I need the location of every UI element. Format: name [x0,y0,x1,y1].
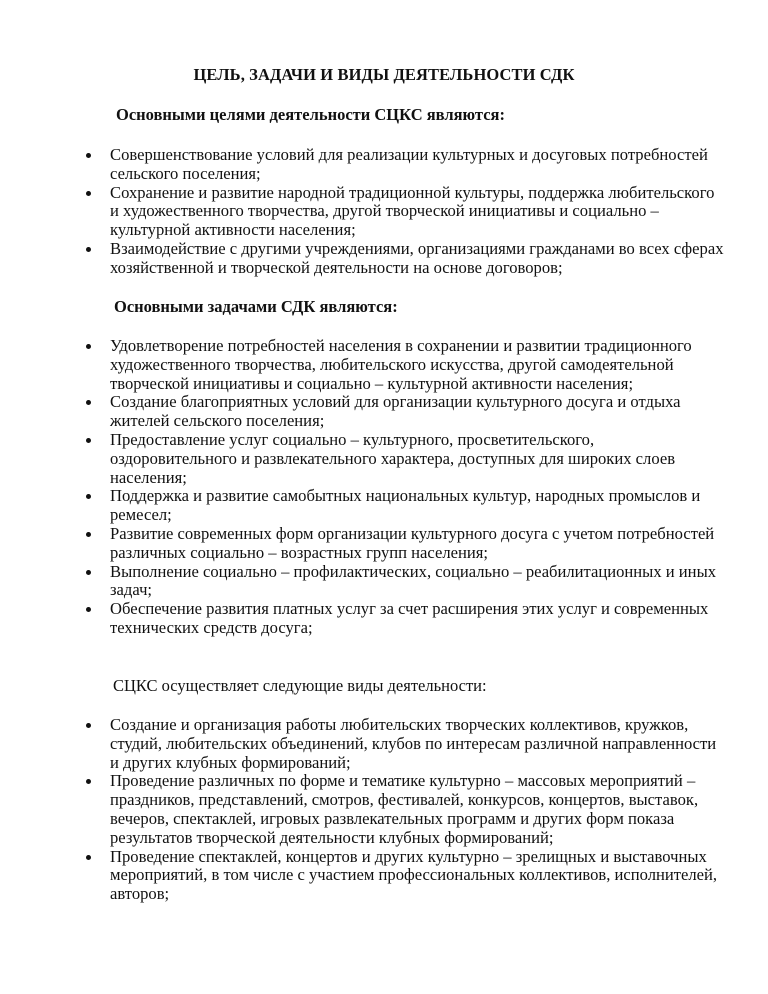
list-item-text: Удовлетворение потребностей населения в сохранении и развитии традиционного художественного творчества, любительского искусства, другой самодеятельной творческой инициативы и социально – культурной активности населения; [110,336,692,393]
bullet-icon [86,607,91,612]
bullet-icon [86,723,91,728]
list-item-text: Проведение спектаклей, концертов и других культурно – зрелищных и выставочных мероприятий, в том числе с участием профессиональных коллективов, исполнителей, авторов; [110,846,718,904]
list-item-text: Сохранение и развитие народной традиционной культуры, поддержка любительского и художественного творчества, другой творческой инициативы и социально – культурной активности населения; [110,182,715,240]
list-item-text: Предоставление услуг социально – культурного, просветительского, оздоровительного и развлекательного характера, доступных для широких слоев населения; [110,429,676,487]
page-title: ЦЕЛЬ, ЗАДАЧИ И ВИДЫ ДЕЯТЕЛЬНОСТИ СДК [193,65,575,84]
bullet-icon [86,344,91,349]
list-item-text: Проведение различных по форме и тематике культурно – массовых мероприятий – праздников, представлений, смотров, фестивалей, конкурсов, концертов, выставок, вечеров, спектаклей, игровых развлекательных программ и других форм показа результатов творческой деятельности клубных формирований; [110,771,699,847]
list-item [0,772,768,847]
list-item-text: Совершенствование условий для реализации культурных и досуговых потребностей сельского поселения; [110,145,708,183]
tasks-list [0,337,768,638]
bullet-icon [86,438,91,443]
bullet-icon [86,247,91,252]
list-item [0,563,768,601]
list-item [0,184,768,240]
list-item-text: Поддержка и развитие самобытных национальных культур, народных промыслов и ремесел; [110,486,701,525]
list-item [0,146,768,184]
list-item-text: Выполнение социально – профилактических, социально – реабилитационных и иных задач; [110,561,717,600]
bullet-icon [86,153,91,158]
list-item [0,716,768,772]
bullet-icon [86,494,91,499]
list-item [0,240,768,278]
list-item [0,337,768,393]
activities-list [0,716,768,904]
list-item [0,431,768,487]
list-item [0,600,768,638]
activities-heading: СЦКС осуществляет следующие виды деятельности: [113,676,487,695]
goals-list [0,146,768,278]
list-item-text: Создание благоприятных условий для организации культурного досуга и отдыха жителей сельского поселения; [110,392,681,431]
list-item [0,487,768,525]
bullet-icon [86,570,91,575]
bullet-icon [86,191,91,196]
bullet-icon [86,779,91,784]
list-item [0,848,768,904]
list-item-text: Создание и организация работы любительских творческих коллективов, кружков, студий, любительских объединений, клубов по интересам различной направленности и других клубных формирований; [110,715,717,772]
goals-heading: Основными целями деятельности СЦКС являются: [116,105,505,124]
list-item [0,393,768,431]
tasks-heading: Основными задачами СДК являются: [114,297,398,316]
list-item [0,525,768,563]
list-item-text: Развитие современных форм организации культурного досуга с учетом потребностей различных социально – возрастных групп населения; [110,523,715,562]
bullet-icon [86,532,91,537]
bullet-icon [86,400,91,405]
list-item-text: Обеспечение развития платных услуг за счет расширения этих услуг и современных технических средств досуга; [110,599,709,637]
list-item-text: Взаимодействие с другими учреждениями, организациями гражданами во всех сферах хозяйственной и творческой деятельности на основе договоров; [110,238,724,277]
bullet-icon [86,855,91,860]
